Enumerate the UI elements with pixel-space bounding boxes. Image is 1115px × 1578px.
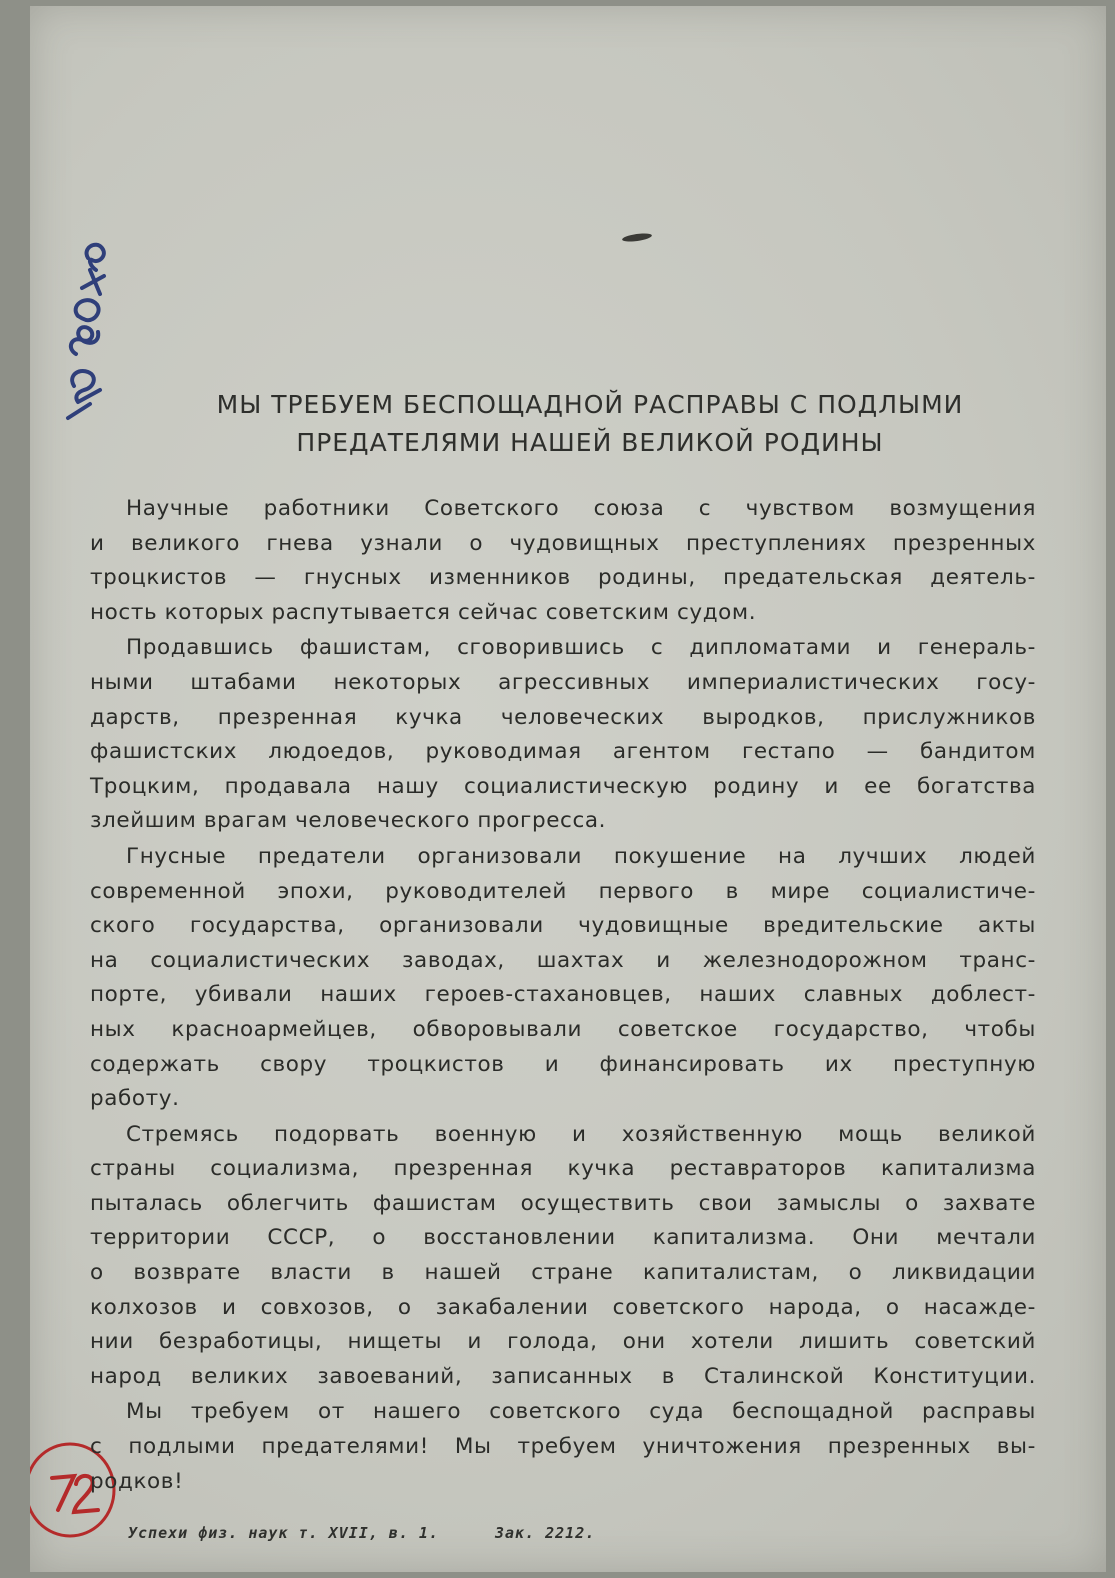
text-line: ность которых распутывается сейчас советским судом. (90, 599, 757, 625)
text-line: Троцким, продавала нашу социалистическую родину и ее богатства (90, 773, 1036, 799)
paragraph-4 (90, 1118, 1036, 1395)
document-page (30, 6, 1106, 1572)
text-line: работу. (90, 1086, 180, 1112)
text-line: троцкистов — гнусных изменников родины, предательская деятель- (90, 565, 1036, 591)
paragraph-2 (90, 631, 1036, 839)
text-line: пыталась облегчить фашистам осуществить свои замыслы о захвате (90, 1190, 1036, 1216)
text-line: Мы требуем от нашего советского суда беспощадной расправы (126, 1399, 1036, 1425)
paragraph-3 (90, 840, 1036, 1117)
text-line: территории СССР, о восстановлении капитализма. Они мечтали (90, 1225, 1036, 1251)
text-line: родков! (90, 1468, 184, 1494)
text-line: ными штабами некоторых агрессивных империалистических госу- (90, 669, 1036, 695)
text-line: страны социализма, презренная кучка реставраторов капитализма (90, 1156, 1036, 1182)
title-line-2: ПРЕДАТЕЛЯМИ НАШЕЙ ВЕЛИКОЙ РОДИНЫ (296, 428, 884, 457)
text-line: на социалистических заводах, шахтах и железнодорожном транс- (90, 947, 1036, 973)
ink-smudge (622, 232, 653, 243)
text-line: народ великих завоеваний, записанных в Сталинской Конституции. (90, 1363, 1036, 1389)
text-line: колхозов и совхозов, о закабалении советского народа, о насажде- (90, 1294, 1036, 1320)
page-footer (128, 1524, 595, 1542)
text-line: Гнусные предатели организовали покушение на лучших людей (126, 843, 1036, 869)
text-line: Продавшись фашистам, сговорившись с дипломатами и генераль- (126, 635, 1036, 661)
text-line: порте, убивали наших героев-стахановцев, наших славных доблест- (90, 982, 1036, 1008)
text-line: нии безработицы, нищеты и голода, они хотели лишить советский (90, 1329, 1036, 1355)
document-title (90, 386, 1090, 462)
text-line: Стремясь подорвать военную и хозяйственную мощь великой (126, 1121, 1036, 1147)
journal-reference: Успехи физ. наук т. XVII, в. 1. (128, 1524, 439, 1542)
text-line: фашистских людоедов, руководимая агентом гестапо — бандитом (90, 739, 1036, 765)
paragraph-5 (90, 1395, 1036, 1499)
text-line: современной эпохи, руководителей первого в мире социалистиче- (90, 878, 1036, 904)
text-line: злейшим врагам человеческого прогресса. (90, 808, 607, 834)
text-line: ных красноармейцев, обворовывали советское государство, чтобы (90, 1016, 1036, 1042)
order-number: Зак. 2212. (494, 1524, 596, 1542)
paragraph-1 (90, 492, 1036, 630)
title-line-1: МЫ ТРЕБУЕМ БЕСПОЩАДНОЙ РАСПРАВЫ С ПОДЛЫМИ (216, 390, 964, 419)
text-line: с подлыми предателями! Мы требуем уничтожения презренных вы- (90, 1434, 1036, 1460)
text-line: Научные работники Советского союза с чувством возмущения (126, 496, 1036, 521)
text-line: ского государства, организовали чудовищные вредительские акты (90, 913, 1036, 939)
text-line: и великого гнева узнали о чудовищных преступлениях презренных (90, 530, 1036, 556)
body-text (90, 492, 1036, 1499)
text-line: дарств, презренная кучка человеческих выродков, прислужников (90, 704, 1036, 730)
text-line: о возврате власти в нашей стране капиталистам, о ликвидации (90, 1260, 1036, 1286)
text-line: содержать свору троцкистов и финансировать их преступную (90, 1051, 1036, 1077)
